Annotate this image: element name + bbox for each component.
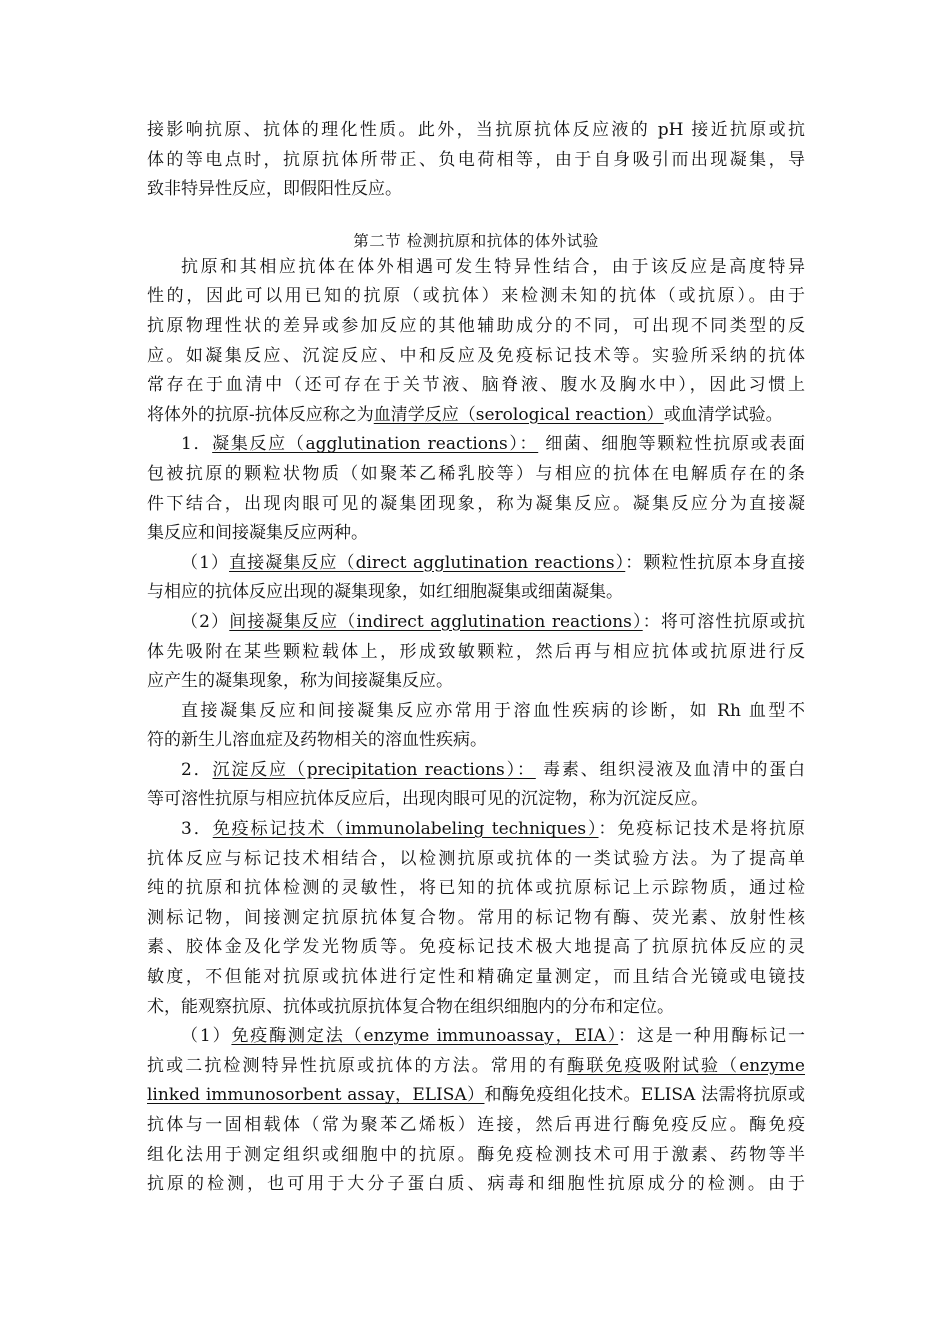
text-line: 敏度，不但能对抗原或抗体进行定性和精确定量测定，而且结合光镜或电镜技 [147, 967, 805, 988]
text-line [147, 549, 805, 579]
term-elisa-cont: linked immunosorbent assay，ELISA） [147, 1085, 485, 1106]
text-line: 抗体与一固相载体（常为聚苯乙烯板）连接，然后再进行酶免疫反应。酶免疫 [147, 1115, 805, 1135]
text-line: 抗原和其相应抗体在体外相遇可发生特异性结合，由于该反应是高度特异 [181, 256, 805, 277]
text-line [147, 756, 805, 786]
item-number: 2． [181, 759, 213, 780]
text-line [147, 1052, 805, 1082]
text-line: 应。如凝集反应、沉淀反应、中和反应及免疫标记技术等。实验所采纳的抗体 [147, 345, 805, 366]
text-line: 接影响抗原、抗体的理化性质。此外，当抗原抗体反应液的 pH 接近抗原或抗 [147, 120, 805, 140]
text-line [147, 1081, 805, 1111]
text-line: 与相应的抗体反应出现的凝集现象，如红细胞凝集或细菌凝集。 [147, 582, 623, 603]
term-elisa: 酶联免疫吸附试验（enzyme [567, 1055, 805, 1076]
term-precipitation: 沉淀反应（precipitation reactions）： [212, 759, 536, 780]
text-line: 常存在于血清中（还可存在于关节液、脑脊液、腹水及胸水中），因此习惯上 [147, 375, 805, 396]
text-line: 测标记物，间接测定抗原抗体复合物。常用的标记物有酶、荧光素、放射性核 [147, 907, 805, 928]
paragraph-precipitation [147, 756, 805, 815]
item-number: 1． [181, 434, 213, 455]
text-line: 素、胶体金及化学发光物质等。免疫标记技术极大地提高了抗原抗体反应的灵 [147, 937, 805, 958]
term-agglutination: 凝集反应（agglutination reactions）： [212, 434, 539, 455]
paragraph-indirect-agglutination [147, 608, 805, 697]
text-segment: 和酶免疫组化技术。ELISA 法需将抗原或 [484, 1085, 805, 1106]
text-line: 集反应和间接凝集反应两种。 [147, 523, 368, 544]
term-eia: 免疫酶测定法（enzyme immunoassay，EIA） [231, 1026, 619, 1047]
text-line: 术，能观察抗原、抗体或抗原抗体复合物在组织细胞内的分布和定位。 [147, 996, 674, 1017]
text-line: 应产生的凝集现象，称为间接凝集反应。 [147, 671, 453, 692]
text-line: 符的新生儿溶血症及药物相关的溶血性疾病。 [147, 730, 487, 751]
paragraph-direct-agglutination [147, 549, 805, 608]
paragraph-hemolytic [147, 697, 805, 756]
item-number: （1） [181, 552, 230, 573]
text-line: 抗体反应与标记技术相结合，以检测抗原或抗体的一类试验方法。为了提高单 [147, 848, 805, 869]
section-heading: 第二节 检测抗原和抗体的体外试验 [353, 231, 599, 250]
text-line: 抗原的检测，也可用于大分子蛋白质、病毒和细胞性抗原成分的检测。由于 [147, 1174, 805, 1195]
text-segment: 将体外的抗原-抗体反应称之为 [147, 404, 374, 425]
text-line: 性的，因此可以用已知的抗原（或抗体）来检测未知的抗体（或抗原）。由于 [147, 286, 805, 307]
text-line: 等可溶性抗原与相应抗体反应后，出现肉眼可见的沉淀物，称为沉淀反应。 [147, 789, 708, 810]
text-line: 包被抗原的颗粒状物质（如聚苯乙稀乳胶等）与相应的抗体在电解质存在的条 [147, 463, 805, 484]
paragraph-immunolabeling [147, 815, 805, 1022]
text-segment: ：免疫标记技术是将抗原 [598, 819, 806, 840]
text-line: 致非特异性反应，即假阳性反应。 [147, 179, 402, 200]
text-segment: ：颗粒性抗原本身直接 [625, 552, 805, 573]
term-serological-reaction: 血清学反应（serological reaction） [373, 404, 664, 425]
document-page [147, 116, 805, 1200]
term-direct-agglutination: 直接凝集反应（direct agglutination reactions） [229, 552, 626, 573]
text-line: 组化法用于测定组织或细胞中的抗原。酶免疫检测技术可用于激素、药物等半 [147, 1144, 805, 1165]
text-segment: 或血清学试验。 [663, 404, 783, 425]
text-segment: ：将可溶性抗原或抗 [642, 611, 805, 632]
paragraph-eia [147, 1022, 805, 1200]
term-immunolabeling: 免疫标记技术（immunolabeling techniques） [212, 819, 599, 840]
text-line [147, 401, 805, 431]
text-segment: 细菌、细胞等颗粒性抗原或表面 [545, 434, 805, 455]
text-line: 体的等电点时，抗原抗体所带正、负电荷相等，由于自身吸引而出现凝集，导 [147, 149, 805, 170]
item-number: （1） [181, 1026, 232, 1047]
text-line [147, 430, 805, 460]
text-line [147, 815, 805, 845]
text-line: 直接凝集反应和间接凝集反应亦常用于溶血性疾病的诊断，如 Rh 血型不 [181, 700, 805, 721]
text-line: 纯的抗原和抗体检测的灵敏性，将已知的抗体或抗原标记上示踪物质，通过检 [147, 878, 805, 899]
text-line: 抗原物理性状的差异或参加反应的其他辅助成分的不同，可出现不同类型的反 [147, 315, 805, 336]
term-indirect-agglutination: 间接凝集反应（indirect agglutination reactions） [229, 611, 643, 632]
text-line [147, 608, 805, 638]
text-line [147, 1022, 805, 1052]
text-line: 体先吸附在某些颗粒载体上，形成致敏颗粒，然后再与相应抗体或抗原进行反 [147, 641, 805, 662]
item-number: 3． [181, 819, 213, 840]
item-number: （2） [181, 611, 230, 632]
text-line: 件下结合，出现肉眼可见的凝集团现象，称为凝集反应。凝集反应分为直接凝 [147, 493, 805, 514]
paragraph-intro [147, 253, 805, 431]
text-segment: 抗或二抗检测特异性抗原或抗体的方法。常用的有 [147, 1055, 568, 1076]
text-segment: 毒素、组织浸液及血清中的蛋白 [543, 759, 805, 780]
text-segment: ：这是一种用酶标记一 [618, 1026, 805, 1047]
paragraph-continuation [147, 116, 805, 205]
paragraph-agglutination [147, 430, 805, 548]
